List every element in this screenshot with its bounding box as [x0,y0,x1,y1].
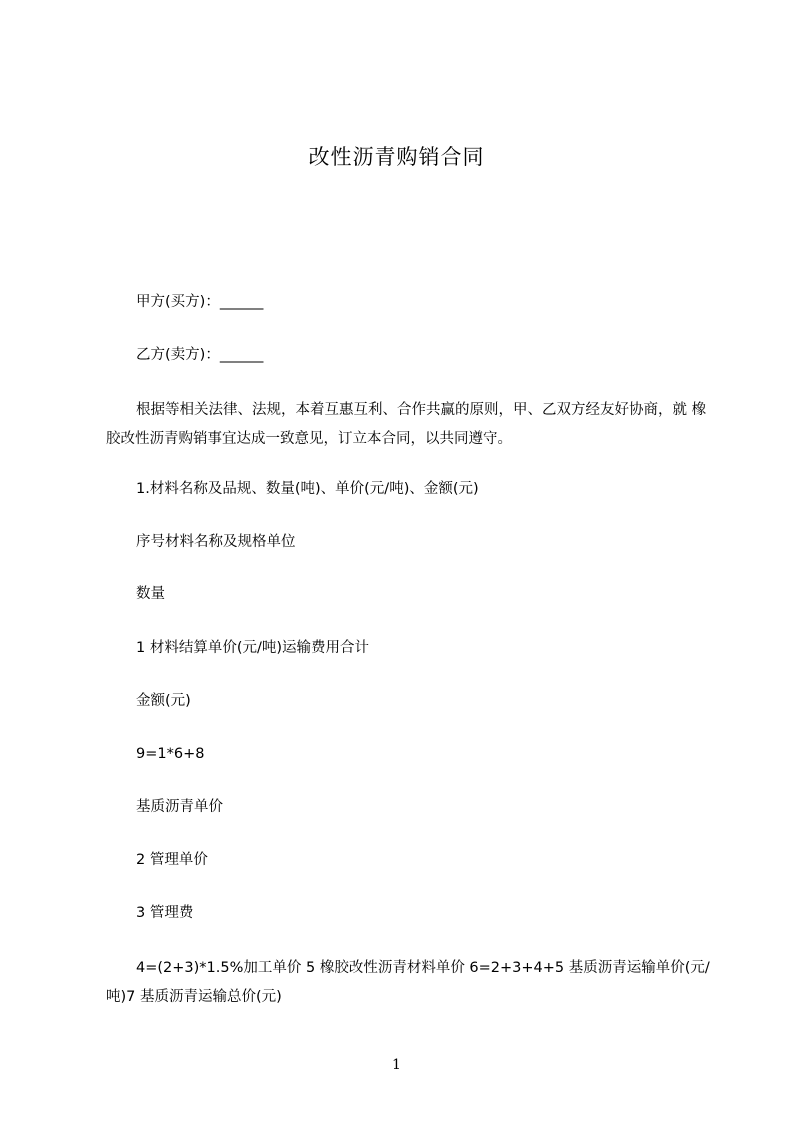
table-line-5: 9=1*6+8 [136,746,205,762]
table-line-6: 基质沥青单价 [136,799,223,815]
party-a-line: 甲方(买方)：______ [136,294,264,310]
table-line-8: 3 管理费 [136,905,194,921]
table-line-3: 1 材料结算单价(元/吨)运输费用合计 [136,640,370,656]
formula-paragraph: 4=(2+3)*1.5%加工单价 5 橡胶改性沥青材料单价 6=2+3+4+5 基质沥青运输单价(元/吨)7 基质沥青运输总价(元) [106,960,710,1005]
intro-paragraph: 根据等相关法律、法规，本着互惠互利、合作共赢的原则，甲、乙双方经友好协商，就 橡胶改性沥青购销事宜达成一致意见，订立本合同，以共同遵守。 [106,402,707,447]
table-line-1: 序号材料名称及规格单位 [136,534,296,550]
table-line-4: 金额(元) [136,693,191,709]
section-1-heading: 1.材料名称及品规、数量(吨)、单价(元/吨)、金额(元) [136,481,479,497]
page-number: 1 [392,1057,401,1073]
document-title: 改性沥青购销合同 [308,145,485,169]
table-line-2: 数量 [136,586,165,602]
table-line-7: 2 管理单价 [136,852,208,868]
party-b-line: 乙方(卖方)：______ [136,347,264,363]
